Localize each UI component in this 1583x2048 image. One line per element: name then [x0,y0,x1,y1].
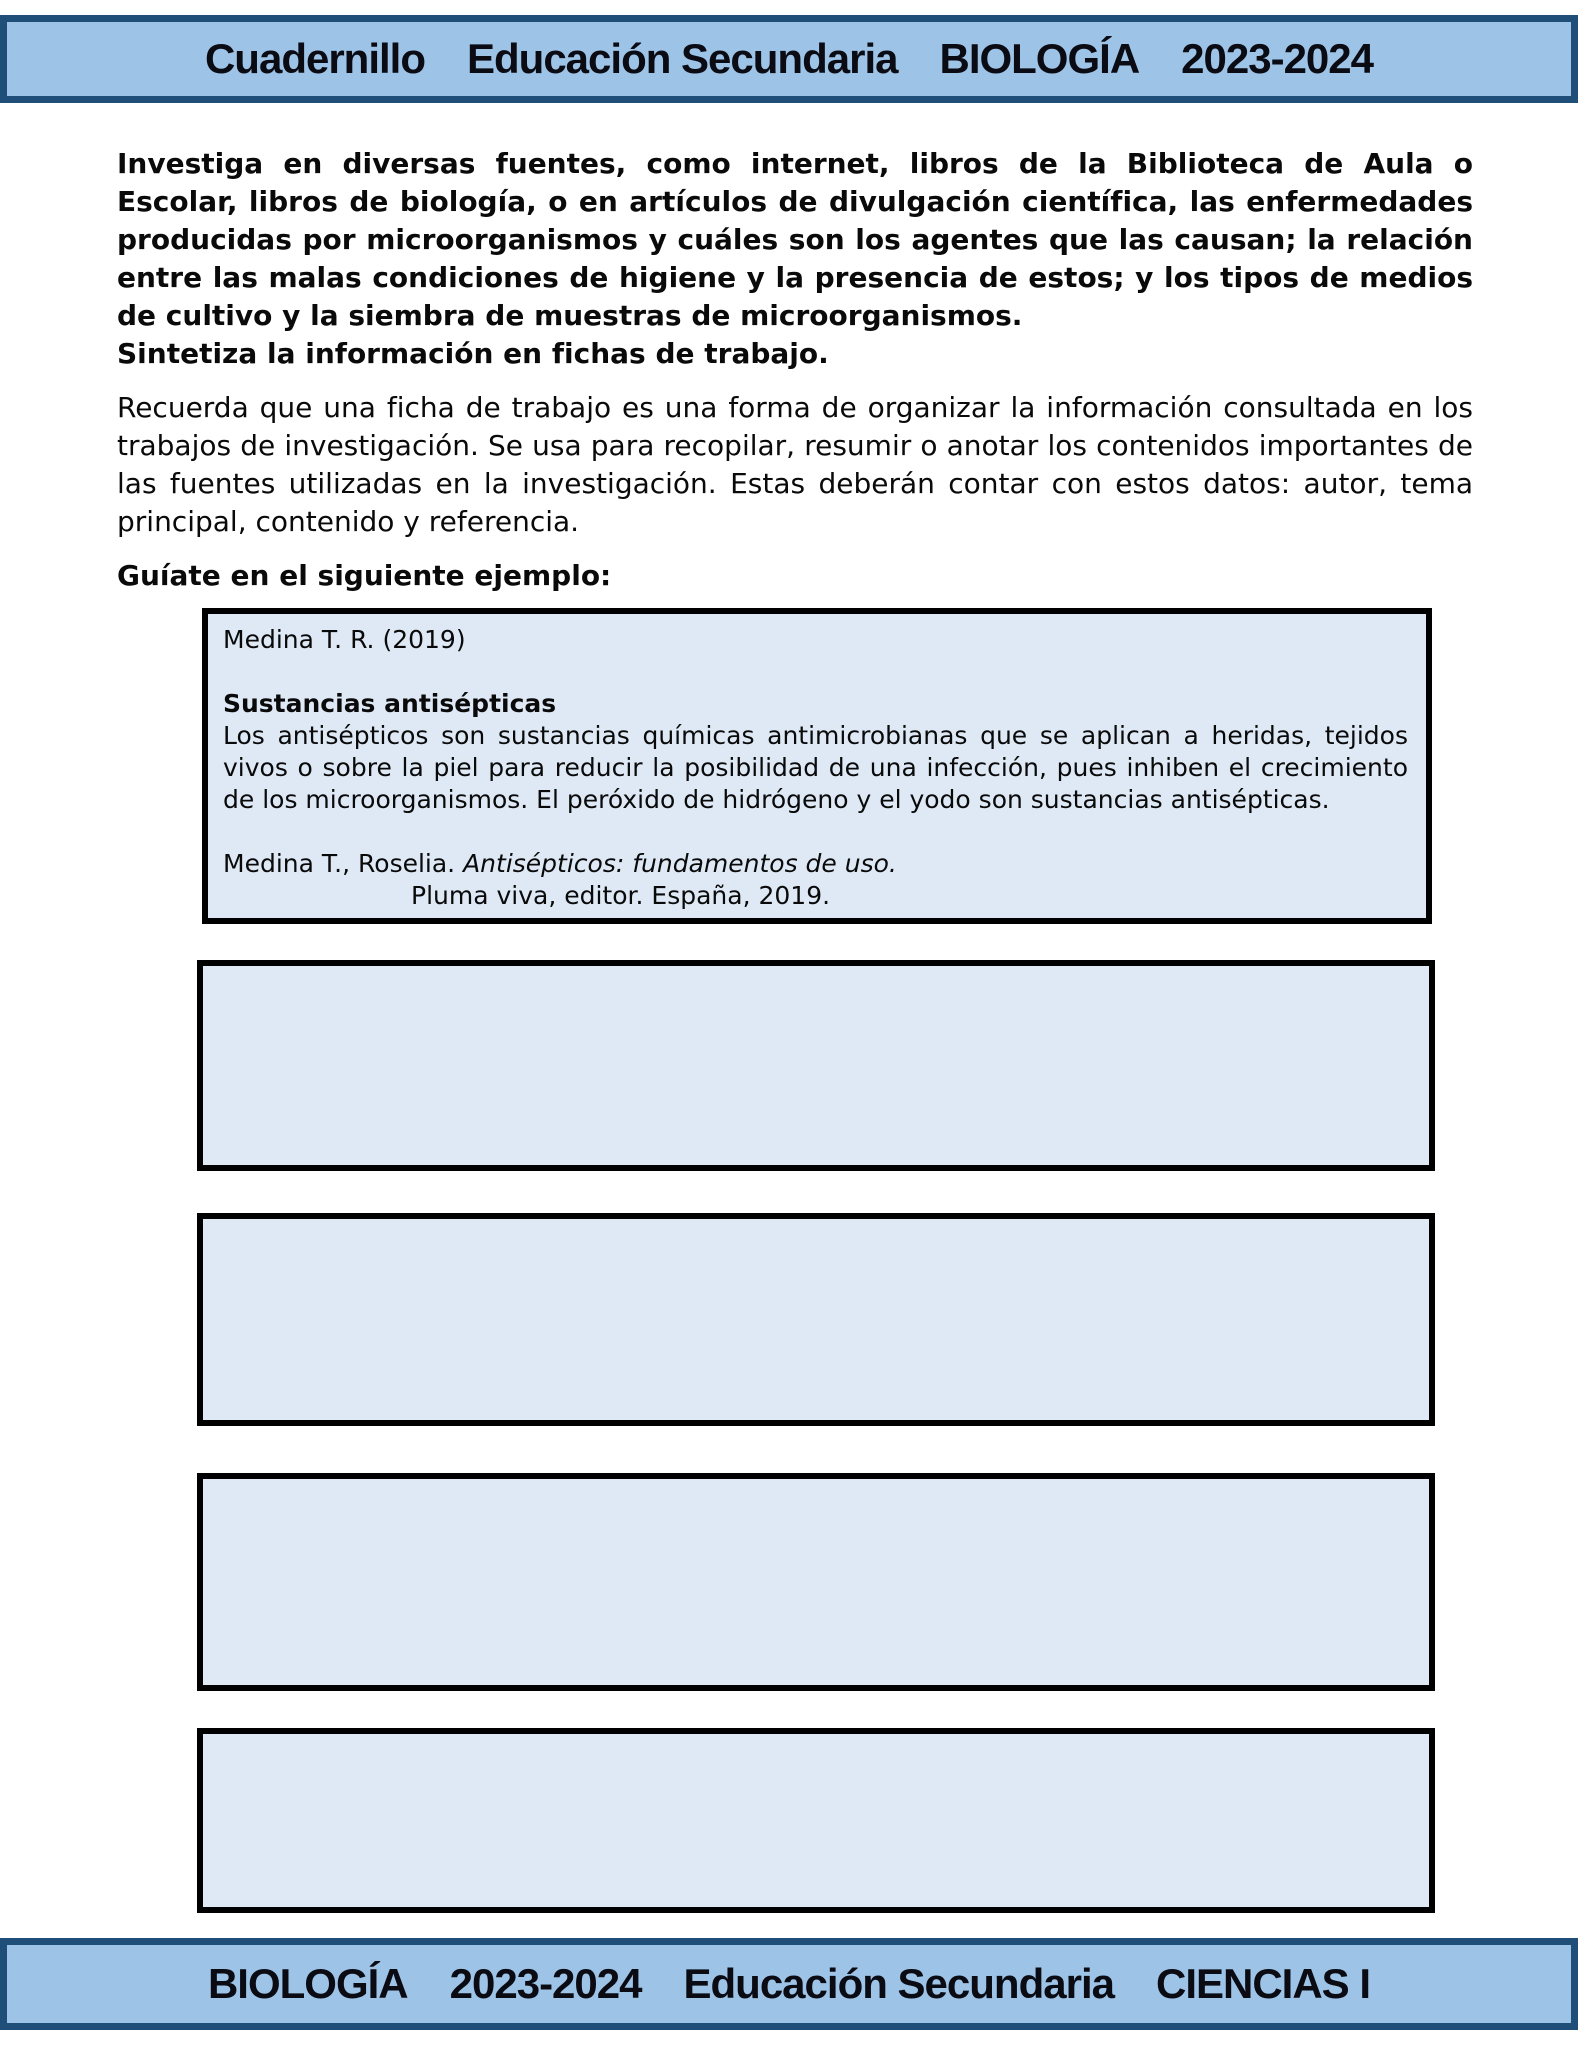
card-author-line: Medina T. R. (2019) [223,625,466,654]
card-citation-author: Medina T., Roselia. [223,849,464,878]
work-card-definition-paragraph: Recuerda que una ficha de trabajo es una forma de organizar la información consultada en los trabajos de investigación. Se usa para recopilar, resumir o anotar los contenidos importantes de las fuentes utilizadas en la investigación. Estas deberán contar con estos datos: autor, tema principal, contenido y referencia. [117,391,1473,538]
card-spacer [223,656,1408,688]
page-content [117,145,1473,1913]
header-banner [0,15,1578,103]
answer-box-1 [197,960,1435,1171]
footer-part-subject: BIOLOGÍA [207,1960,408,2007]
card-spacer [223,816,1408,848]
example-prompt-heading: Guíate en el siguiente ejemplo: [117,559,612,592]
card-citation-title: Antisépticos: fundamentos de uso. [463,849,897,878]
research-instructions-paragraph: Investiga en diversas fuentes, como internet, libros de la Biblioteca de Aula o Escolar, libros de biología, o en artículos de divulgación científica, las enfermedades producidas por microorganismos y cuáles son los agentes que las causan; la relación entre las malas condiciones de higiene y la presencia de estos; y los tipos de medios de cultivo y la siembra de muestras de microorganismos. [117,147,1473,332]
footer-banner [0,1938,1578,2030]
card-topic-title: Sustancias antisépticas [223,689,557,718]
header-part-schoolyear: 2023-2024 [1181,35,1374,82]
header-part-workbook: Cuadernillo [204,35,425,82]
header-part-level: Educación Secundaria [467,35,898,82]
card-citation-line1 [223,848,1408,880]
footer-part-course: CIENCIAS I [1155,1960,1371,2007]
synthesize-instruction-line: Sintetiza la información en fichas de trabajo. [117,337,829,370]
footer-part-schoolyear: 2023-2024 [449,1960,642,2007]
answer-box-2 [197,1213,1435,1426]
footer-part-level: Educación Secundaria [683,1960,1114,2007]
example-work-card [202,608,1432,924]
answer-box-4 [197,1728,1435,1913]
header-part-subject: BIOLOGÍA [939,35,1140,82]
card-citation-line2: Pluma viva, editor. España, 2019. [411,881,831,910]
card-content-paragraph: Los antisépticos son sustancias químicas antimicrobianas que se aplican a heridas, tejidos vivos o sobre la piel para reducir la posibilidad de una infección, pues inhiben el crecimiento de los microorganismos. El peróxido de hidrógeno y el yodo son sustancias antisépticas. [223,721,1408,814]
answer-box-3 [197,1473,1435,1691]
